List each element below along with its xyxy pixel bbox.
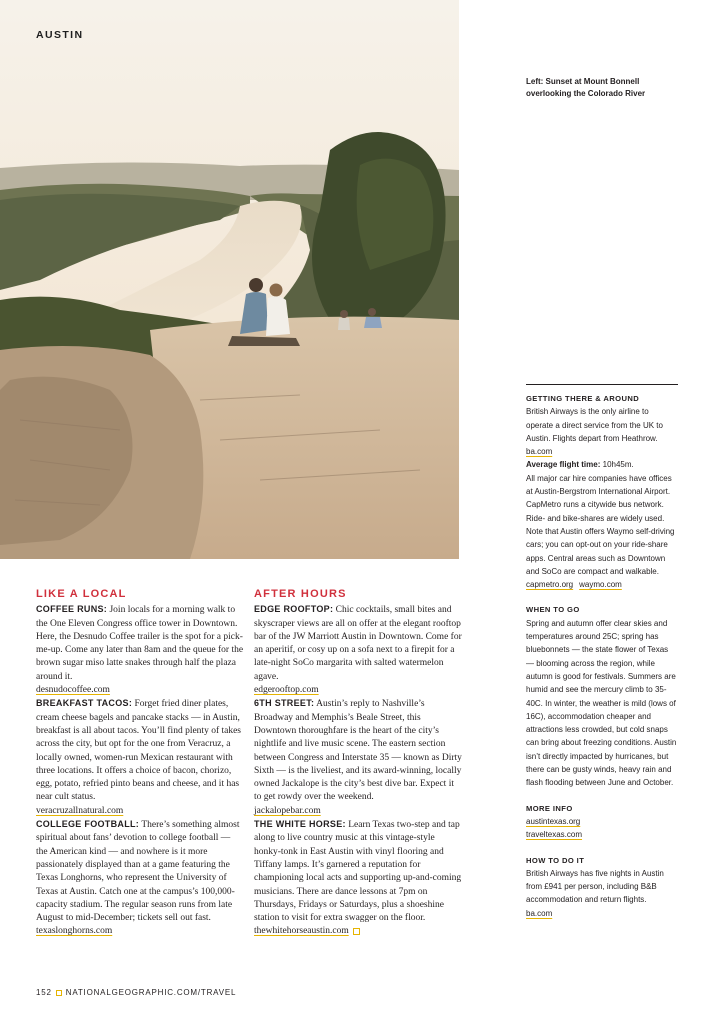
flight-time-label: Average flight time: [526,460,601,470]
white-horse-text: Learn Texas two-step and tap along to live country music at this vintage-style honky-tonk in East Austin with vinyl flooring and Tiffany lamps. It’s garnered a reputation for championing local acts and supporting up-and-coming musicians. There are dance lessons at 7pm on Thursdays, Fridays or Saturdays, plus a shoeshine station to visit for extra swagger on the floor. [254,820,462,924]
how-to-do-it-heading: HOW TO DO IT [526,855,585,865]
breakfast-tacos-label: BREAKFAST TACOS: [36,698,133,709]
edge-rooftop-entry [254,603,462,697]
desnudo-link[interactable]: desnudocoffee.com [36,685,110,696]
like-a-local-heading: LIKE A LOCAL [36,588,127,600]
getting-there-text [526,405,678,591]
capmetro-link[interactable]: capmetro.org [526,580,574,590]
hero-photo [0,0,459,559]
getting-there-heading: GETTING THERE & AROUND [526,394,640,403]
white-horse-label: THE WHITE HORSE: [254,819,346,830]
traveltexas-link[interactable]: traveltexas.com [526,830,583,840]
sixth-street-text: Austin’s reply to Nashville’s Broadway and Memphis’s Beale Street, this Downtown thoroughfare is the heart of the city’s nightlife and live music scene. The eastern section between Congress and Interstate 35 — known as Dirty Sixth — is the liveliest, and its award-winning, locally owned Jackalope is the city’s best dive bar. Expect it to get rowdy over the weekend. [254,699,462,803]
when-to-go-block [526,603,678,789]
getting-there-block [526,392,678,591]
college-football-label: COLLEGE FOOTBALL: [36,819,140,830]
college-football-entry [36,818,244,939]
edgerooftop-link[interactable]: edgerooftop.com [254,685,319,696]
breakfast-tacos-entry [36,697,244,818]
when-to-go-text: Spring and autumn offer clear skies and temperatures around 25C; spring has bluebonnets — the state flower of Texas — blooming across the region, while autumn is good for festivals. Summers are humid and see the mercury climb to 35-40C. In winter, the weather is mild (lows of 16C), accommodation cheaper and attractions less crowded, but cold snaps can bring about freezing conditions. Austin isn’t directly impacted by hurricanes, but there can be gusty winds, heavy rain and flash flooding between June and October. [526,618,677,788]
flight-time-value: 10h45m. [602,460,634,470]
sidebar [526,384,678,932]
edge-rooftop-text: Chic cocktails, small bites and skyscraper views are all on offer at the elegant rooftop bar of the JW Marriott Austin in Downtown. Come for an aperitif, or cosy up on a sofa next to a firepit for a late-night SoCo margarita with salted watermelon agave. [254,605,462,682]
when-to-go-heading: WHEN TO GO [526,605,580,615]
coffee-runs-text: Join locals for a morning walk to the One Eleven Congress office tower in Downtown. Here, the Desnudo Coffee trailer is the spot for a pick-me-up. Come any later than 8am and the queue for the brown sugar miso latte snakes through half the plaza around it. [36,605,244,682]
sidebar-rule [526,384,678,385]
jackalope-link[interactable]: jackalopebar.com [254,805,321,816]
sixth-street-label: 6TH STREET: [254,698,315,709]
coffee-runs-entry [36,603,244,697]
college-football-text: There’s something almost spiritual about fans’ devotion to college football — the American kind — and nowhere is it more passionately displayed than at a game featuring the Texas Longhorns, who represent the University of Texas at Austin. Catch one at the campus’s 100,000-capacity stadium. The regular season runs from late August to mid-December; tickets sell out fast. [36,820,240,924]
photo-caption: Left: Sunset at Mount Bonnell overlooking the Colorado River [526,77,646,98]
longhorns-link[interactable]: texaslonghorns.com [36,926,113,937]
page-footer [36,988,236,997]
separator-square-icon [56,990,62,996]
veracruz-link[interactable]: veracruzallnatural.com [36,805,124,816]
more-info-heading: MORE INFO [526,803,573,813]
austintexas-link[interactable]: austintexas.org [526,816,581,826]
waymo-link[interactable]: waymo.com [579,580,622,590]
after-hours-heading: AFTER HOURS [254,588,347,600]
column-after-hours [254,588,462,939]
end-mark-icon [353,928,360,935]
coffee-runs-label: COFFEE RUNS: [36,604,108,615]
sunset-landscape-illustration [0,0,459,559]
getting-there-p1: British Airways is the only airline to operate a direct service from the UK to Austin. Flights depart from Heathrow. [526,407,663,443]
how-to-do-it-text: British Airways has five nights in Austin from £941 per person, including B&B accommodation and return flights. [526,868,664,905]
ba-link[interactable]: ba.com [526,447,553,457]
footer-site: NATIONALGEOGRAPHIC.COM/TRAVEL [65,988,237,997]
ba-booking-link[interactable]: ba.com [526,908,553,918]
whitehorse-link[interactable]: thewhitehorseaustin.com [254,926,349,937]
getting-there-p2: All major car hire companies have offices at Austin-Bergstrom International Airport. CapMetro runs a citywide bus network. Ride- and bike-shares are widely used. Note that Austin offers Waymo self-driving cars; you can opt-out on your ride-share apps. Central areas such as Downtown and SoCo are compact and walkable. [526,473,675,576]
how-to-do-it-block [526,854,678,920]
column-like-a-local [36,588,244,939]
breakfast-tacos-text: Forget fried diner plates, cream cheese bagels and pancake stacks — in Austin, breakfast is all about tacos. You’ll find plenty of takes across the city, but opt for the one from Veracruz, a locally owned, women-run Mexican restaurant with three locations. It offers a choice of bacon, chorizo, egg, potato, refried pinto beans and cheese, and it has near cult status. [36,699,242,803]
more-info-block [526,802,678,842]
edge-rooftop-label: EDGE ROOFTOP: [254,604,334,615]
section-label: AUSTIN [36,29,84,41]
page-number: 152 [36,988,52,997]
white-horse-entry [254,818,462,939]
sixth-street-entry [254,697,462,818]
